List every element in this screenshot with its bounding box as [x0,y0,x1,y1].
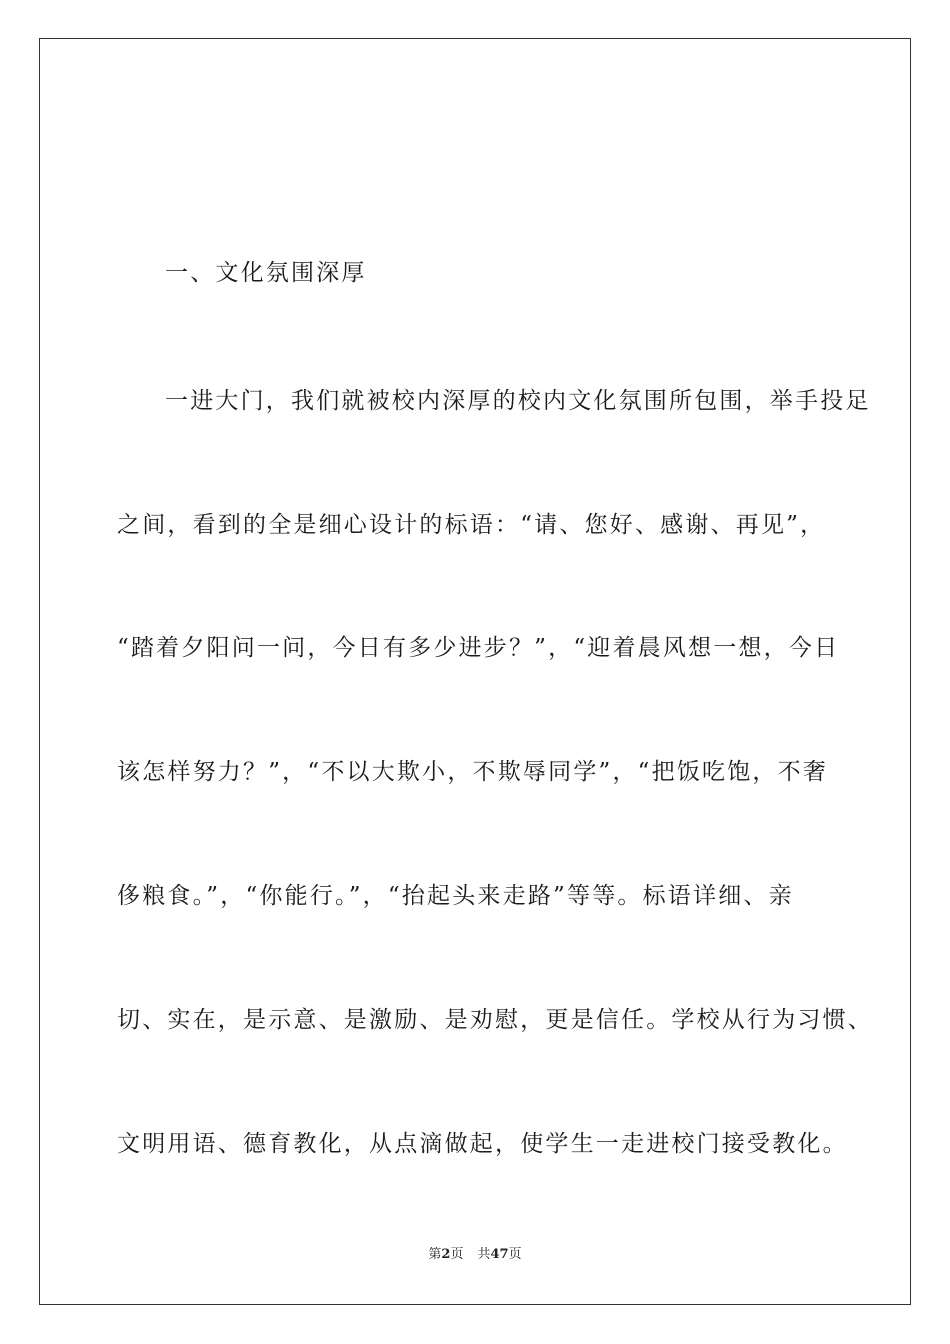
footer-page-number: 2 [441,1247,451,1262]
page-footer [0,1246,950,1264]
paragraph-line-4: 该怎样努力？”，“不以大欺小，不欺辱同学”，“把饭吃饱，不奢 [117,759,829,785]
page-border [39,38,911,1305]
footer-page-suffix: 页 [450,1247,464,1262]
footer-page-prefix: 第 [428,1247,442,1262]
paragraph-line-2: 之间，看到的全是细心设计的标语：“请、您好、感谢、再见”， [117,512,826,538]
section-heading: 一、文化氛围深厚 [165,260,367,286]
paragraph-line-3: “踏着夕阳问一问，今日有多少进步？”，“迎着晨风想一想，今日 [117,635,840,661]
footer-total-pages: 47 [490,1247,509,1262]
paragraph-line-1: 一进大门，我们就被校内深厚的校内文化氛围所包围，举手投足 [165,388,871,414]
footer-total-suffix: 页 [508,1247,522,1262]
footer-total-prefix: 共 [477,1247,491,1262]
paragraph-line-5: 侈粮食。”，“你能行。”，“抬起头来走路”等等。标语详细、亲 [117,883,794,909]
paragraph-line-6: 切、实在，是示意、是激励、是劝慰，更是信任。学校从行为习惯、 [117,1007,873,1033]
paragraph-line-7: 文明用语、德育教化，从点滴做起，使学生一走进校门接受教化。 [117,1131,848,1157]
